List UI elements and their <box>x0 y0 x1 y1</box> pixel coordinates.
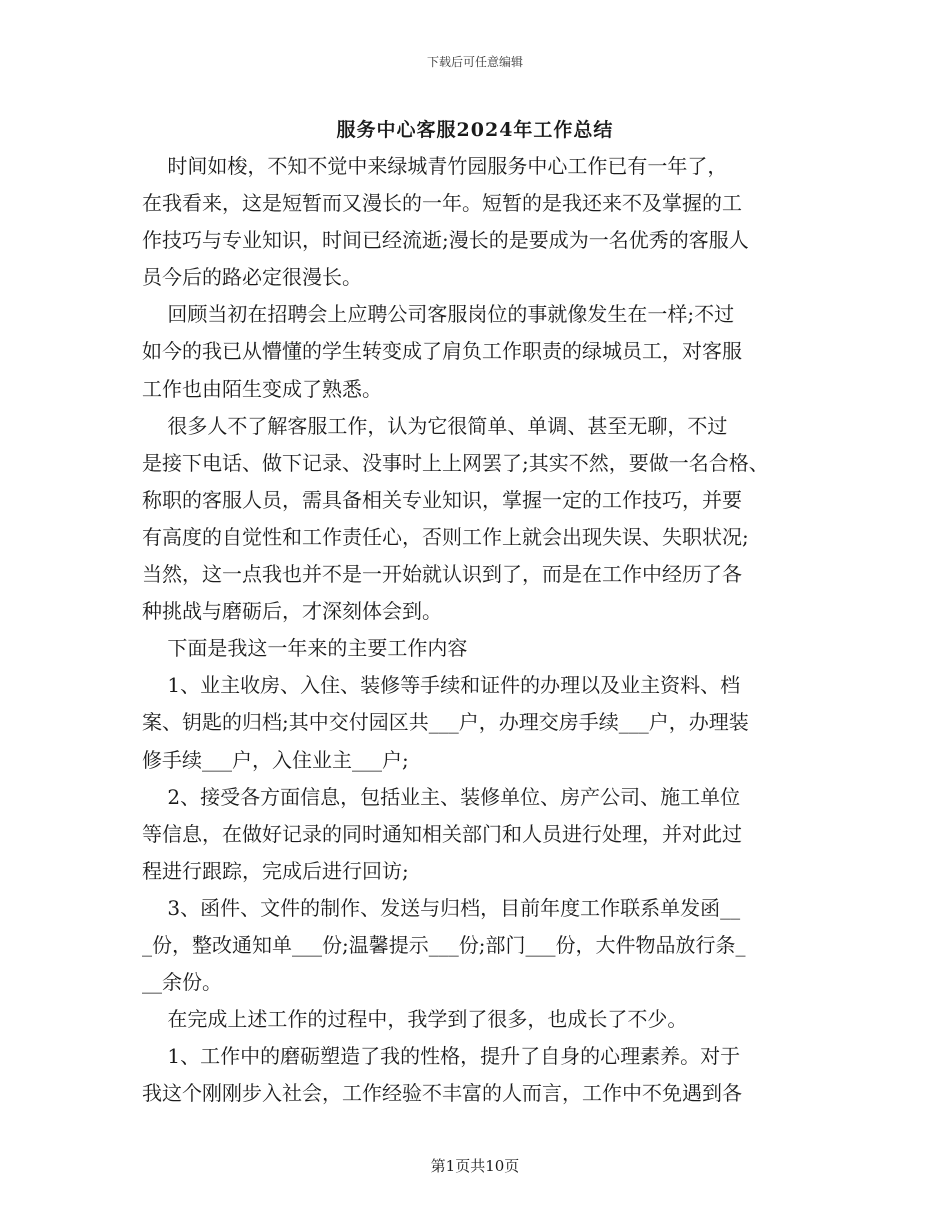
text-line: 在我看来，这是短暂而又漫长的一年。短暂的是我还来不及掌握的工 <box>142 191 742 216</box>
text-line: 如今的我已从懵懂的学生转变成了肩负工作职责的绿城员工，对客服 <box>142 339 742 364</box>
paragraph <box>142 890 808 1001</box>
text-line: 2、接受各方面信息，包括业主、装修单位、房产公司、施工单位 <box>142 784 741 809</box>
text-line: 我这个刚刚步入社会，工作经验不丰富的人而言，工作中不免遇到各 <box>142 1081 742 1106</box>
text-line: 有高度的自觉性和工作责任心，否则工作上就会出现失误、失职状况; <box>142 524 749 549</box>
text-line: __余份。 <box>142 970 222 995</box>
text-line: 案、钥匙的归档;其中交付园区共___户，办理交房手续___户，办理装 <box>142 710 749 735</box>
paragraph <box>142 1001 808 1038</box>
text-line: 当然，这一点我也并不是一开始就认识到了，而是在工作中经历了各 <box>142 562 742 587</box>
text-line: 1、业主收房、入住、装修等手续和证件的办理以及业主资料、档 <box>142 673 741 698</box>
document-body <box>142 148 808 1112</box>
paragraph <box>142 408 808 631</box>
page-number-footer: 第1页共10页 <box>430 1157 520 1175</box>
text-line: _份，整改通知单___份;温馨提示___份;部门___份，大件物品放行条_ <box>142 932 746 957</box>
text-line: 1、工作中的磨砺塑造了我的性格，提升了自身的心理素养。对于 <box>142 1044 741 1069</box>
paragraph <box>142 148 808 296</box>
document-title: 服务中心客服2024年工作总结 <box>336 119 614 141</box>
text-line: 种挑战与磨砺后，才深刻体会到。 <box>142 599 442 624</box>
paragraph <box>142 296 808 407</box>
text-line: 修手续___户，入住业主___户; <box>142 747 409 772</box>
header-note: 下载后可任意编辑 <box>426 55 523 69</box>
text-line: 作技巧与专业知识，时间已经流逝;漫长的是要成为一名优秀的客服人 <box>142 228 749 253</box>
text-line: 程进行跟踪，完成后进行回访; <box>142 858 409 883</box>
text-line: 回顾当初在招聘会上应聘公司客服岗位的事就像发生在一样;不过 <box>142 302 735 327</box>
text-line: 工作也由陌生变成了熟悉。 <box>142 376 382 401</box>
text-line: 3、函件、文件的制作、发送与归档，目前年度工作联系单发函__ <box>142 895 741 920</box>
text-line: 称职的客服人员，需具备相关专业知识，掌握一定的工作技巧，并要 <box>142 487 742 512</box>
paragraph <box>142 1038 808 1112</box>
paragraph <box>142 667 808 778</box>
text-line: 等信息，在做好记录的同时通知相关部门和人员进行处理，并对此过 <box>142 821 742 846</box>
text-line: 员今后的路必定很漫长。 <box>142 265 362 290</box>
text-line: 时间如梭，不知不觉中来绿城青竹园服务中心工作已有一年了， <box>142 154 728 178</box>
text-line: 在完成上述工作的过程中，我学到了很多，也成长了不少。 <box>142 1007 688 1032</box>
paragraph <box>142 779 808 890</box>
text-line: 是接下电话、做下记录、没事时上上网罢了;其实不然，要做一名合格、 <box>142 450 769 475</box>
paragraph <box>142 630 808 667</box>
text-line: 很多人不了解客服工作，认为它很简单、单调、甚至无聊，不过 <box>142 413 728 438</box>
text-line: 下面是我这一年来的主要工作内容 <box>142 636 468 661</box>
